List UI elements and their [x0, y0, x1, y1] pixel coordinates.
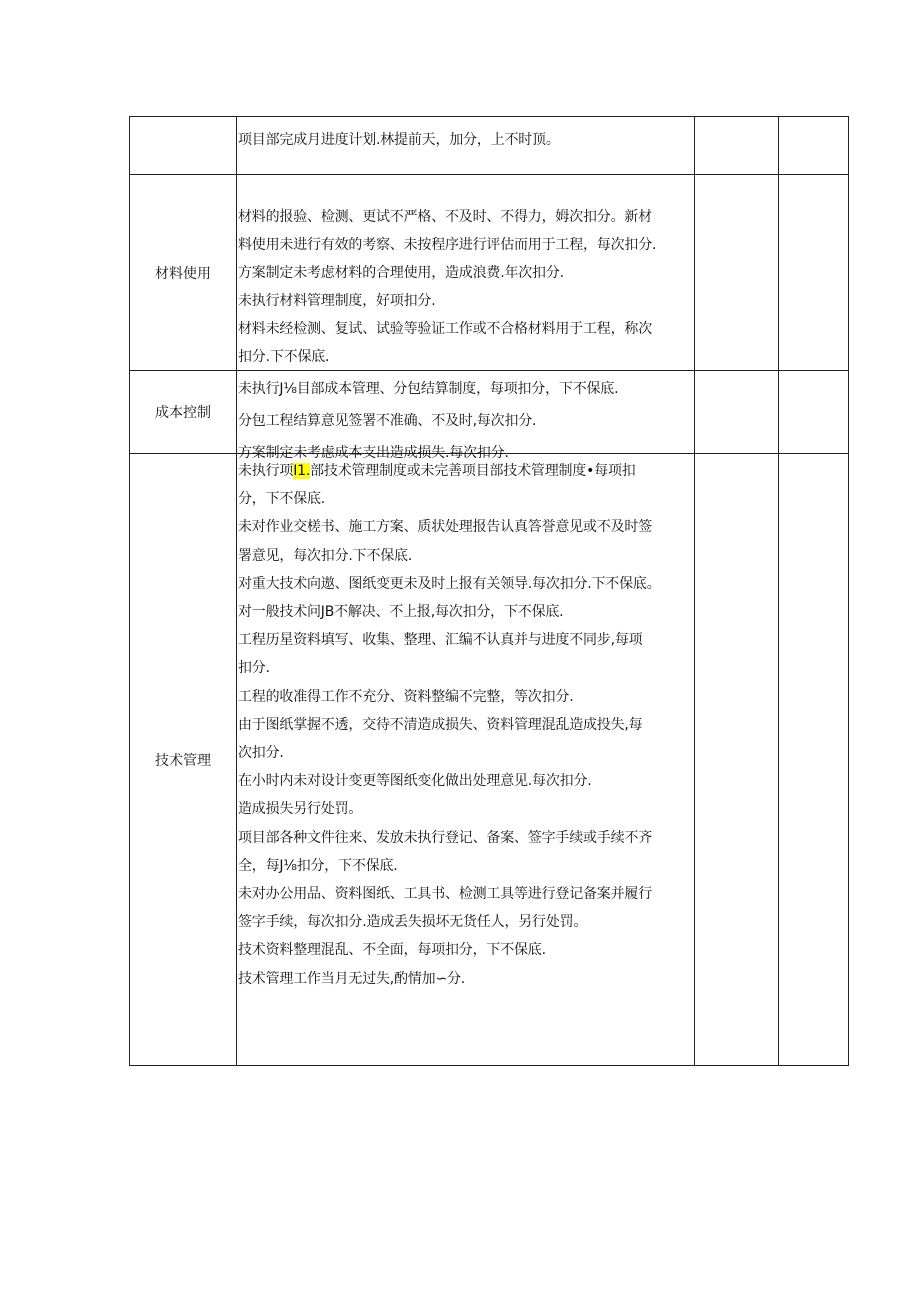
row-2-line: 分包工程结算意见签署不准确、不及时,每次扣分. [238, 413, 537, 429]
row-3-line: 对一般技术问JB不解决、不上报,每次扣分，下不保底. [238, 604, 564, 621]
row-0-line: 项目部完成月进度计划.林提前天，加分，上不时顶。 [238, 132, 560, 148]
row-3-line: 次扣分. [238, 745, 284, 762]
row-divider-1 [130, 174, 848, 175]
row-1-line: 材料的报验、检测、更试不严格、不及时、不得力，姆次扣分。新材 [238, 209, 652, 225]
column-divider-1 [236, 117, 237, 1065]
row-2-content [238, 373, 698, 461]
row-3-line: 技术资料整理混乱、不全面，每项扣分，下不保底. [238, 942, 546, 959]
row-3-content [238, 457, 698, 1057]
row-3-category: 技术管理 [155, 753, 211, 769]
row-3-line [238, 457, 698, 485]
row-3-line: 在小时内未对设计变更等图纸变化做出处理意见.每次扣分. [238, 773, 592, 790]
row-3-line: 未对办公用品、资料图纸、工具书、检测工具等进行登记备案并履行 [238, 886, 652, 903]
assessment-table [129, 116, 849, 1066]
row-3-line: 签字手续，每次扣分.造成丢失损坏无货任人，另行处罚。 [238, 914, 588, 931]
row-1-line: 扣分.下不保底. [238, 349, 330, 365]
row-3-line: 扣分. [238, 660, 270, 677]
row-1-content [238, 203, 698, 369]
row-1-line: 材料未经检测、复试、试验等验证工作或不合格材料用于工程，称次 [238, 321, 652, 337]
row-3-line: 对重大技术向遨、图纸变更未及时上报有关领导.每次扣分.下不保底。 [238, 575, 661, 592]
row-3-line: 全，每J⅛扣分，下不保底. [238, 857, 398, 874]
row-3-line1-pre: 未执行项 [238, 463, 294, 479]
row-3-line: 未对作业交槎书、施工方案、质状处理报告认真答誉意见或不及时签 [238, 519, 652, 536]
row-3-line: 由于图纸掌握不透，交待不清造成损失、资料管理混乱造成投失,每 [238, 716, 643, 733]
row-3-line: 造成损失另行处罚。 [238, 801, 363, 818]
row-2-category: 成本控制 [155, 405, 211, 421]
row-3-line: 项目部各种文件往来、发放未执行登记、备案、签字手续或手续不齐 [238, 829, 652, 846]
row-1-line: 未执行材料管理制度，好项扣分. [238, 293, 436, 309]
row-2-line: 方案制定未考虑成本支出造成损失.每次扣分. [238, 445, 509, 461]
column-divider-3 [778, 117, 779, 1065]
row-1-line: 料使用未进行有效的考察、未按程序进行评估而用于工程，每次扣分. [238, 237, 657, 253]
row-3-line: 工程的收准得工作不充分、资料整编不完整，等次扣分. [238, 688, 574, 705]
row-2-line: 未执行J⅛目部成本管理、分包结算制度，每项扣分，下不保底. [238, 381, 619, 397]
row-1-line: 方案制定未考虑材料的合理使用，造成浪费.年次扣分. [238, 265, 564, 281]
row-3-line1-post: 部技术管理制度或未完善项目部技术管理制度•每项扣 [310, 463, 636, 479]
highlighted-text: I1. [293, 463, 311, 479]
row-3-line: 技术管理工作当月无过失,酌情加∽分. [238, 970, 466, 987]
row-3-line: 工程历星资料填写、收集、整理、汇编不认真并与进度不同步,每项 [238, 632, 643, 649]
row-3-line: 分，下不保底. [238, 491, 326, 508]
row-0-content [238, 125, 698, 171]
row-3-line: 署意见，每次扣分.下不保底. [238, 547, 413, 564]
row-1-category: 材料使用 [155, 266, 211, 282]
